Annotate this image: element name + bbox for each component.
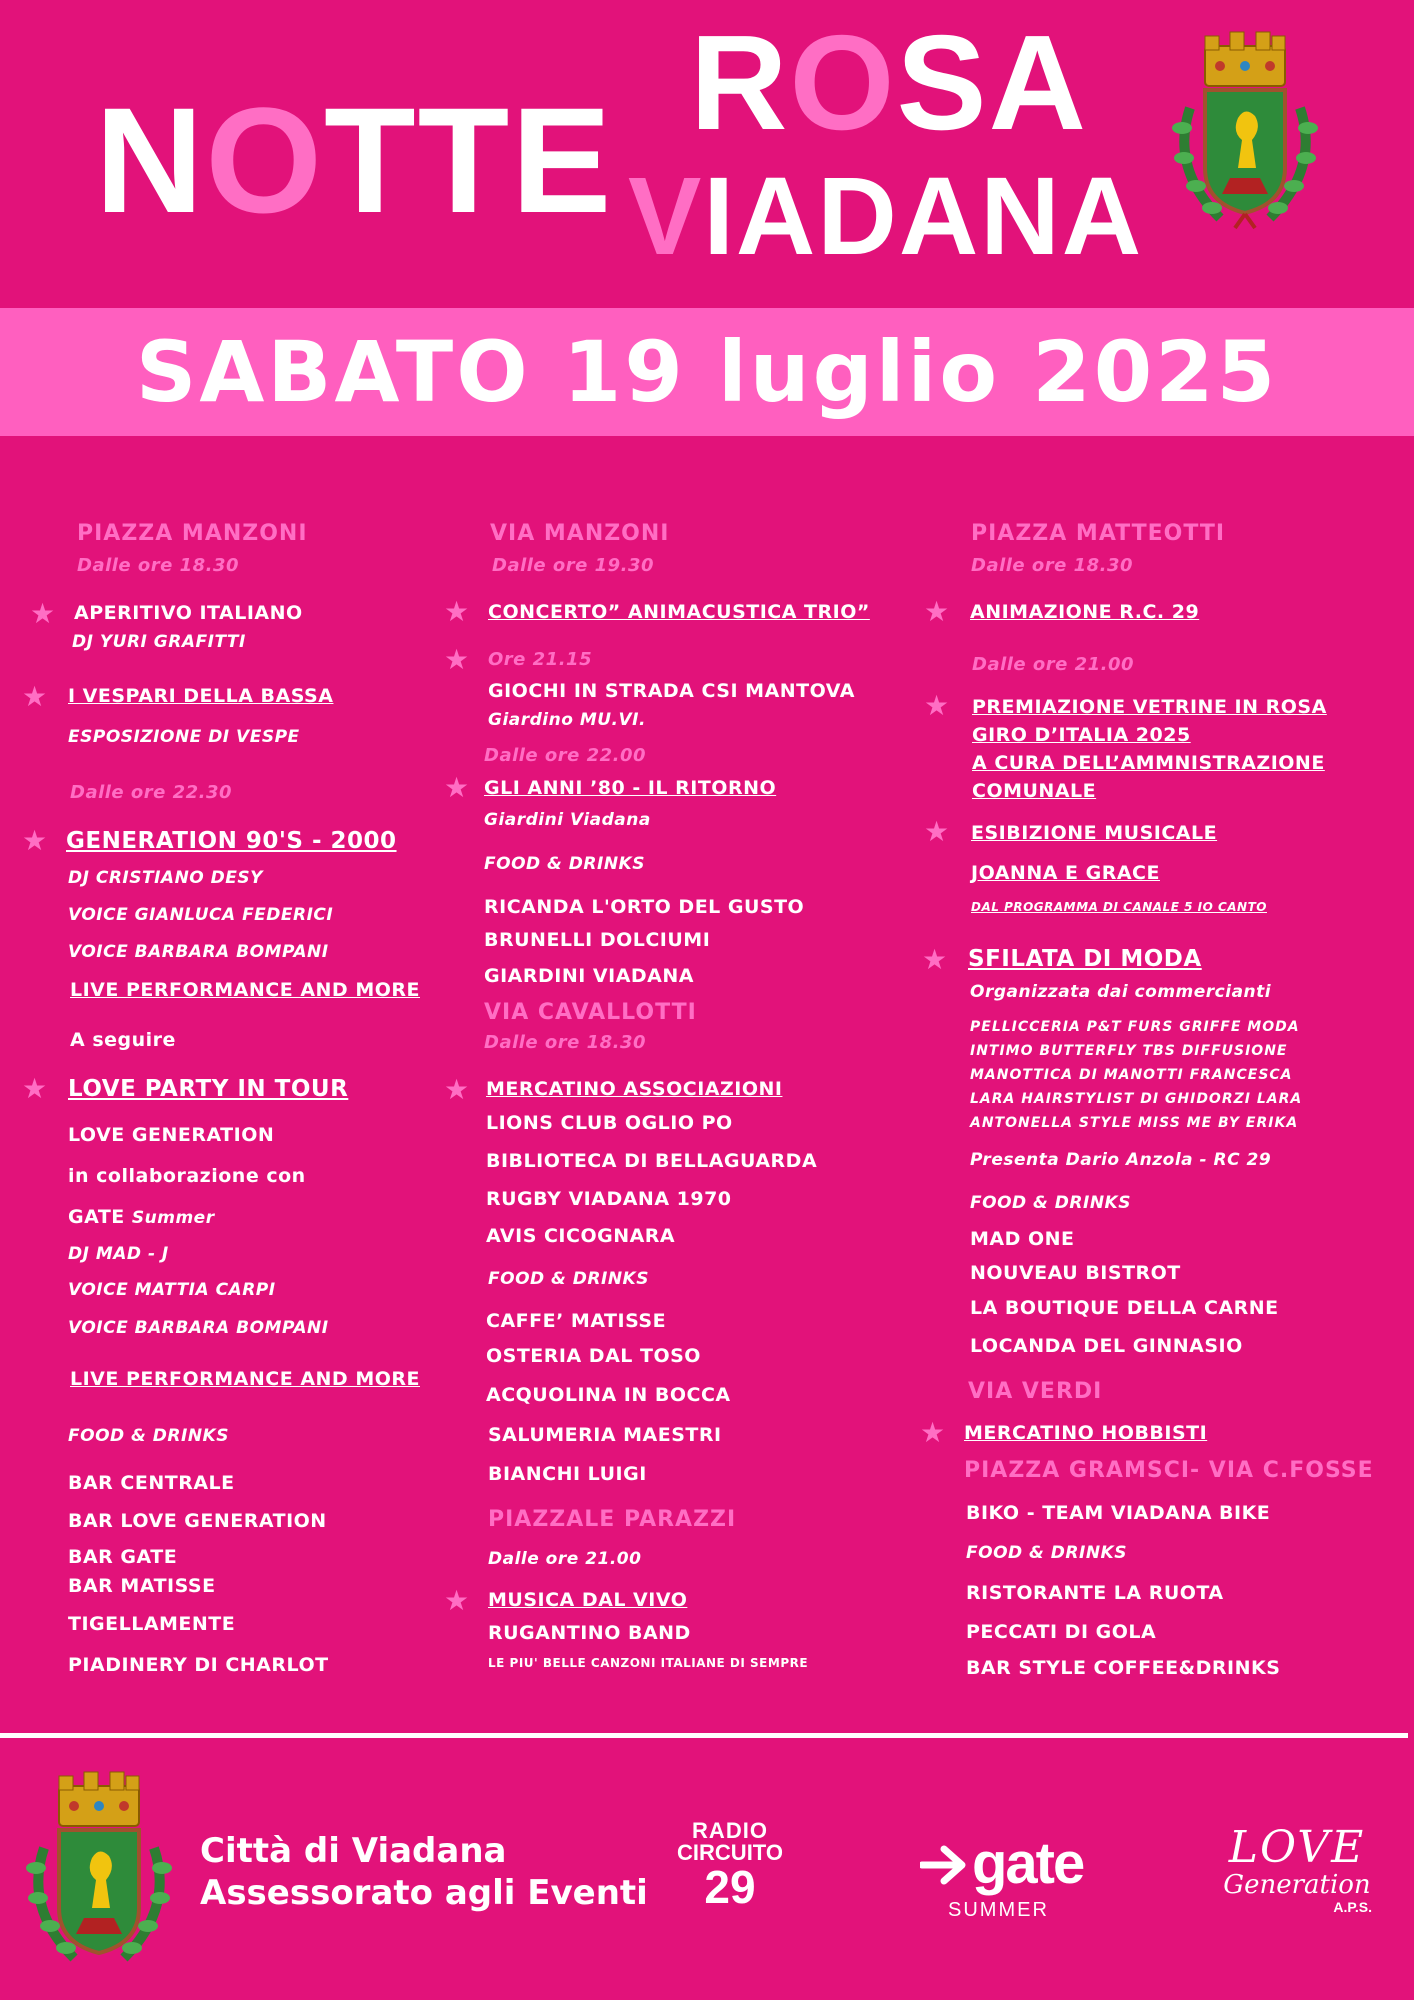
time-label: Dalle ore 18.30 [971,555,1134,576]
vendor: MAD ONE [970,1228,1075,1250]
vendor: SALUMERIA MAESTRI [488,1424,722,1446]
event-detail: VOICE GIANLUCA FEDERICI [68,905,334,925]
vendor: LIONS CLUB OGLIO PO [486,1112,733,1134]
vendor: BIBLIOTECA DI BELLAGUARDA [486,1150,818,1172]
footer-org-line1: Città di Viadana [200,1831,507,1871]
event-title: MERCATINO HOBBISTI [964,1422,1208,1444]
footer-org-line2: Assessorato agli Eventi [200,1873,648,1913]
star-icon: ★ [444,643,470,676]
food-drinks-header: FOOD & DRINKS [970,1193,1131,1213]
coat-of-arms-icon [1160,28,1330,236]
event-title: GIOCHI IN STRADA CSI MANTOVA [488,680,855,702]
event-detail: in collaborazione con [68,1165,306,1187]
gate-logo-text: gate [972,1831,1084,1896]
time-label: Dalle ore 22.30 [70,782,233,803]
vendor: BAR CENTRALE [68,1472,235,1494]
title-letters: IADANA [703,155,1144,278]
event-note: A seguire [70,1029,176,1051]
time-label: Dalle ore 21.00 [488,1549,642,1569]
star-icon: ★ [920,1416,946,1449]
vendor-list: MANOTTICA DI MANOTTI FRANCESCA [970,1067,1293,1083]
section-header: VIA CAVALLOTTI [484,1000,697,1025]
arrow-right-icon [920,1845,968,1885]
vendor: NOUVEAU BISTROT [970,1262,1181,1284]
event-detail: VOICE BARBARA BOMPANI [68,942,329,962]
vendor: BRUNELLI DOLCIUMI [484,929,711,951]
vendor: BAR LOVE GENERATION [68,1510,327,1532]
love-logo-generation: Generation [1223,1870,1371,1900]
star-icon: ★ [22,1072,48,1105]
love-logo-aps: A.P.S. [1333,1899,1372,1915]
vendor: BAR STYLE COFFEE&DRINKS [966,1657,1281,1679]
time-label: Dalle ore 22.00 [484,745,647,766]
vendor: TIGELLAMENTE [68,1613,236,1635]
vendor: RISTORANTE LA RUOTA [966,1582,1224,1604]
section-header: VIA VERDI [968,1379,1103,1404]
section-header: PIAZZA MATTEOTTI [971,521,1226,546]
event-title: A CURA DELL’AMMNISTRAZIONE [972,752,1325,774]
time-label: Ore 21.15 [488,649,593,670]
vendor: LA BOUTIQUE DELLA CARNE [970,1297,1279,1319]
event-detail-part: GATE [68,1206,132,1228]
time-label: Dalle ore 21.00 [972,654,1135,675]
vendor-list: INTIMO BUTTERFLY TBS DIFFUSIONE [970,1043,1288,1059]
vendor: ACQUOLINA IN BOCCA [486,1384,731,1406]
event-detail: DJ CRISTIANO DESY [68,868,263,888]
star-icon: ★ [22,680,48,713]
section-header: PIAZZALE PARAZZI [488,1507,737,1532]
title-letters: N [95,76,206,244]
event-detail: Presenta Dario Anzola - RC 29 [970,1150,1272,1170]
radio-circuito-logo [660,1820,800,1930]
event-title: ANIMAZIONE R.C. 29 [970,601,1200,623]
title-viadana [628,155,1144,278]
vendor: RICANDA L'ORTO DEL GUSTO [484,896,805,918]
title-letters: R [690,7,790,158]
coat-of-arms-icon [14,1768,184,1976]
event-detail: DJ MAD - J [68,1244,169,1264]
vendor: BIANCHI LUIGI [488,1463,647,1485]
love-logo-text: LOVE [1228,1822,1366,1873]
star-icon: ★ [444,771,470,804]
section-header: VIA MANZONI [490,521,670,546]
event-detail: JOANNA E GRACE [971,862,1160,884]
title-rosa [690,7,1089,158]
event-detail: LOVE GENERATION [68,1124,275,1146]
vendor: LOCANDA DEL GINNASIO [970,1335,1243,1357]
event-detail: VOICE BARBARA BOMPANI [68,1318,329,1338]
vendor: PECCATI DI GOLA [966,1621,1157,1643]
title-letters: V [628,155,704,278]
vendor-list: PELLICCERIA P&T FURS GRIFFE MODA [970,1019,1300,1035]
vendor: RUGBY VIADANA 1970 [486,1188,732,1210]
event-detail: Giardini Viadana [484,810,651,830]
vendor: BAR GATE [68,1546,178,1568]
vendor: OSTERIA DAL TOSO [486,1345,701,1367]
love-generation-logo [1212,1822,1382,1935]
event-title: ESIBIZIONE MUSICALE [971,822,1218,844]
event-title: I VESPARI DELLA BASSA [68,685,334,707]
event-title: GLI ANNI ’80 - IL RITORNO [484,777,777,799]
star-icon: ★ [924,689,950,722]
vendor: GIARDINI VIADANA [484,965,694,987]
event-link: LIVE PERFORMANCE AND MORE [70,1368,420,1390]
star-icon: ★ [924,815,950,848]
vendor-list: LARA HAIRSTYLIST DI GHIDORZI LARA [970,1091,1303,1107]
star-icon: ★ [922,943,948,976]
event-detail: LE PIU' BELLE CANZONI ITALIANE DI SEMPRE [488,1656,809,1670]
gate-summer-logo [920,1831,1100,1925]
event-title: MUSICA DAL VIVO [488,1589,688,1611]
radio-logo-num: 29 [704,1861,756,1913]
event-date: SABATO 19 luglio 2025 [135,323,1279,421]
event-detail [68,1206,215,1228]
vendor: AVIS CICOGNARA [486,1225,676,1247]
vendor: BIKO - TEAM VIADANA BIKE [966,1502,1271,1524]
event-detail: RUGANTINO BAND [488,1622,691,1644]
title-letters: O [205,76,325,244]
event-detail: Organizzata dai commercianti [970,982,1272,1002]
event-title: MERCATINO ASSOCIAZIONI [486,1078,783,1100]
event-title: GIRO D’ITALIA 2025 [972,724,1191,746]
title-letters: S [896,7,989,158]
vendor: PIADINERY DI CHARLOT [68,1654,329,1676]
food-drinks-header: FOOD & DRINKS [68,1426,229,1446]
section-header: PIAZZA GRAMSCI- VIA C.FOSSE [964,1458,1374,1483]
title-letters: E [511,76,614,244]
star-icon: ★ [30,597,56,630]
vendor-list: ANTONELLA STYLE MISS ME BY ERIKA [970,1115,1299,1131]
event-detail: ESPOSIZIONE DI VESPE [68,727,300,747]
vendor: BAR MATISSE [68,1575,216,1597]
event-title: APERITIVO ITALIANO [74,602,303,624]
event-detail: DAL PROGRAMMA DI CANALE 5 IO CANTO [971,900,1267,914]
event-title: PREMIAZIONE VETRINE IN ROSA [972,696,1327,718]
event-title: GENERATION 90'S - 2000 [66,828,397,854]
event-detail: DJ YURI GRAFITTI [72,632,246,652]
food-drinks-header: FOOD & DRINKS [966,1543,1127,1563]
gate-logo-sub: SUMMER [948,1899,1049,1921]
title-notte [95,76,614,244]
title-letters: A [988,7,1089,158]
title-letters: O [789,7,897,158]
star-icon: ★ [444,1584,470,1617]
star-icon: ★ [444,595,470,628]
star-icon: ★ [22,824,48,857]
time-label: Dalle ore 18.30 [77,555,240,576]
title-letters: T [417,76,512,244]
time-label: Dalle ore 18.30 [484,1032,647,1053]
star-icon: ★ [924,595,950,628]
event-detail: Giardino MU.VI. [488,710,646,730]
event-title: SFILATA DI MODA [968,946,1202,972]
title-letters: T [324,76,418,244]
time-label: Dalle ore 19.30 [492,555,655,576]
event-detail: VOICE MATTIA CARPI [68,1280,276,1300]
event-title: CONCERTO” ANIMACUSTICA TRIO” [488,601,870,623]
footer-divider [0,1733,1408,1738]
food-drinks-header: FOOD & DRINKS [488,1269,649,1289]
radio-logo-mid: CIRCUITO [677,1840,783,1865]
event-detail-part: Summer [131,1208,215,1228]
event-title: COMUNALE [972,780,1097,802]
section-header: PIAZZA MANZONI [77,521,308,546]
food-drinks-header: FOOD & DRINKS [484,854,645,874]
event-title: LOVE PARTY IN TOUR [68,1076,349,1102]
star-icon: ★ [444,1073,470,1106]
vendor: CAFFE’ MATISSE [486,1310,667,1332]
radio-logo-top: RADIO [692,1818,768,1843]
event-link: LIVE PERFORMANCE AND MORE [70,979,420,1001]
